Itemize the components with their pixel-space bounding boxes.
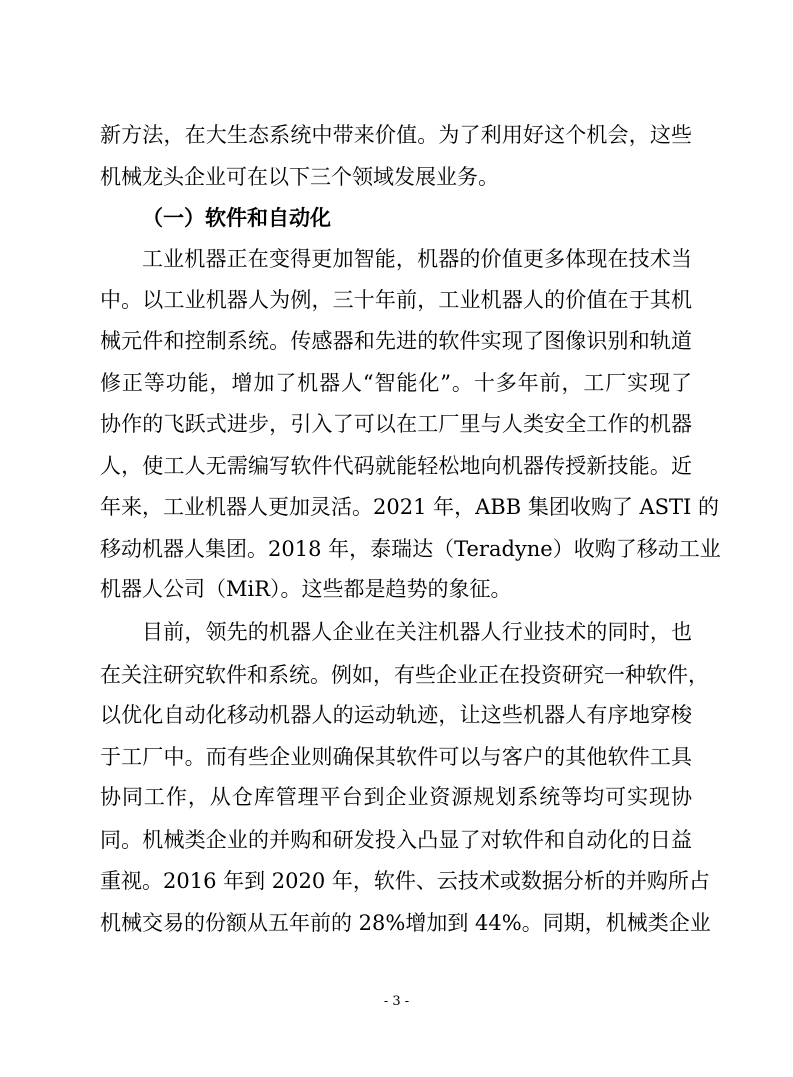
text-line: 协作的飞跃式进步，引入了可以在工厂里与人类安全工作的机器 <box>100 412 692 436</box>
text-line: 年来，工业机器人更加灵活。2021 年，ABB 集团收购了 ASTI 的 <box>100 495 720 519</box>
text-line: 目前，领先的机器人企业在关注机器人行业技术的同时，也 <box>142 620 692 644</box>
text-line: 机器人公司（MiR）。这些都是趋势的象征。 <box>100 577 512 601</box>
text-line: 机械龙头企业可在以下三个领域发展业务。 <box>100 165 499 189</box>
text-line: 于工厂中。而有些企业则确保其软件可以与客户的其他软件工具 <box>100 745 692 769</box>
section-heading: （一）软件和自动化 <box>142 205 331 230</box>
text-line: 械元件和控制系统。传感器和先进的软件实现了图像识别和轨道 <box>100 329 692 353</box>
text-line: 同。机械类企业的并购和研发投入凸显了对软件和自动化的日益 <box>100 828 692 852</box>
text-line: 在关注研究软件和系统。例如，有些企业正在投资研究一种软件， <box>100 663 709 687</box>
text-line: 移动机器人集团。2018 年，泰瑞达（Teradyne）收购了移动工业 <box>100 537 721 561</box>
text-line: 机械交易的份额从五年前的 28%增加到 44%。同期，机械类企业 <box>100 911 711 935</box>
text-line: 以优化自动化移动机器人的运动轨迹，让这些机器人有序地穿梭 <box>100 703 692 727</box>
page-number: - 3 - <box>383 994 410 1009</box>
text-line: 修正等功能，增加了机器人“智能化”。十多年前，工厂实现了 <box>100 371 692 395</box>
text-line: 工业机器正在变得更加智能，机器的价值更多体现在技术当 <box>142 247 692 271</box>
text-line: 人，使工人无需编写软件代码就能轻松地向机器传授新技能。近 <box>100 454 692 478</box>
text-line: 重视。2016 年到 2020 年，软件、云技术或数据分析的并购所占 <box>100 869 710 893</box>
text-line: 中。以工业机器人为例，三十年前，工业机器人的价值在于其机 <box>100 288 692 312</box>
text-line: 新方法，在大生态系统中带来价值。为了利用好这个机会，这些 <box>100 123 692 147</box>
text-line: 协同工作，从仓库管理平台到企业资源规划系统等均可实现协 <box>100 785 692 809</box>
